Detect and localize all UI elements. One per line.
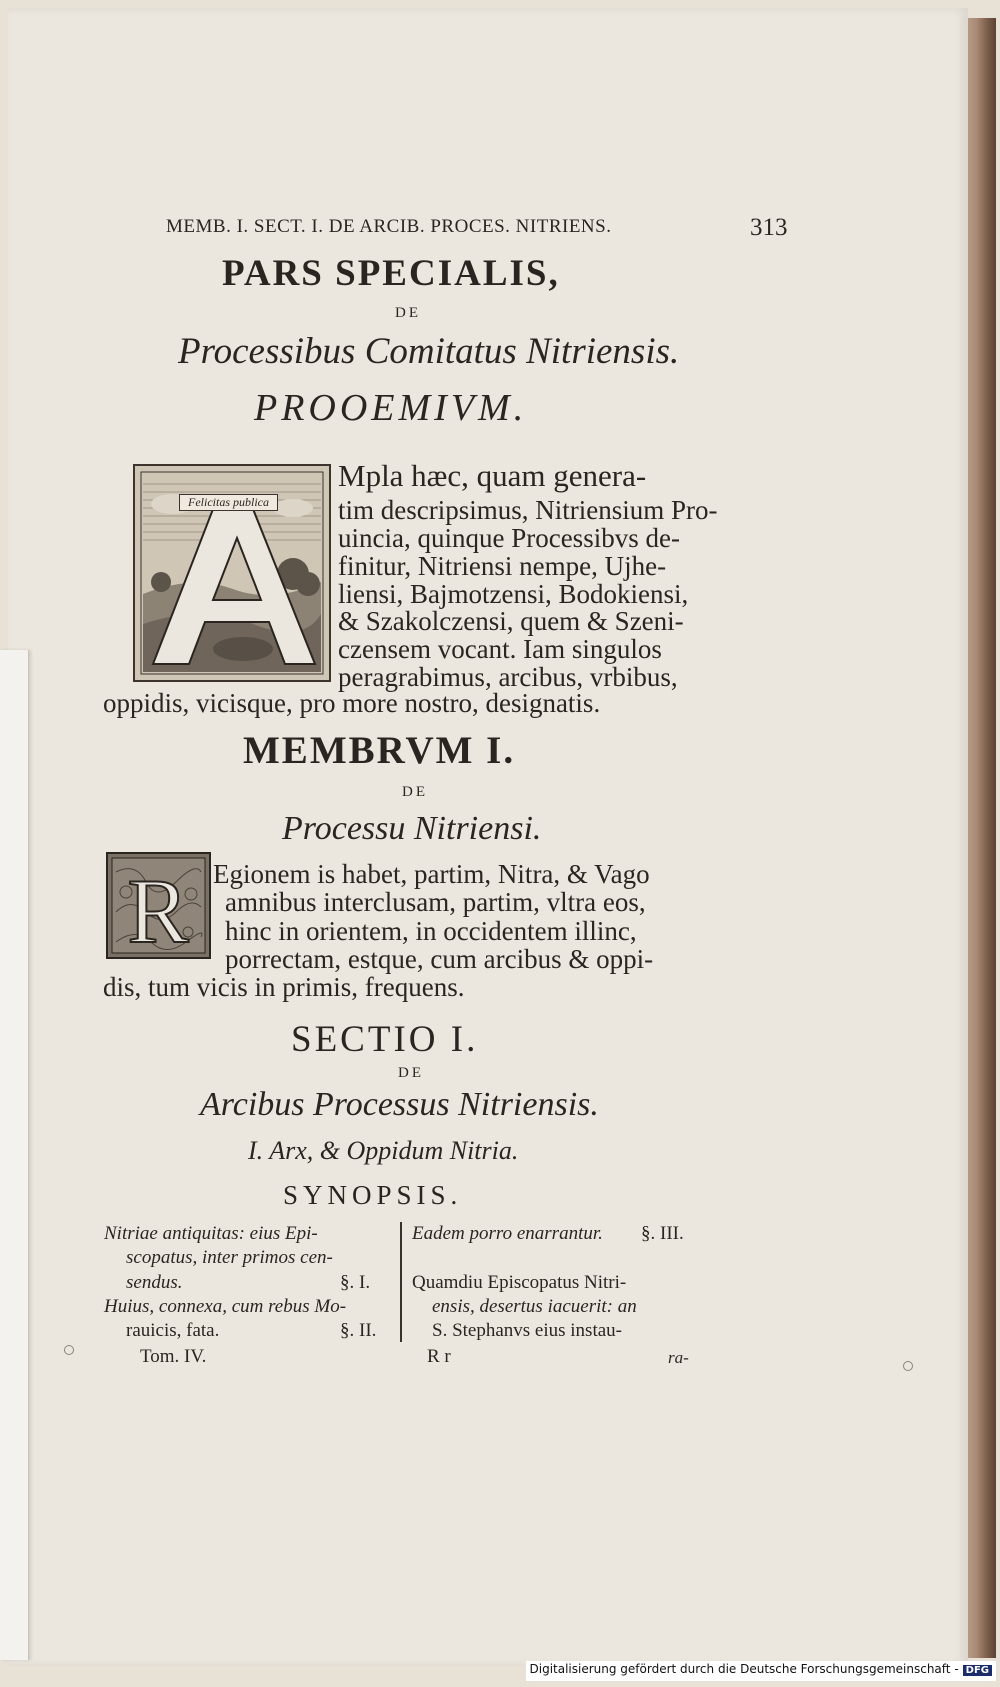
prooemium-line-4: finitur, Nitriensi nempe, Ujhe-	[338, 551, 667, 581]
synopsis-left-line-1: Nitriae antiquitas: eius Epi-	[104, 1223, 318, 1244]
synopsis-left-mark-1: §. I.	[340, 1272, 371, 1293]
subtitle-de-2: DE	[402, 784, 428, 800]
binding-hole-left	[64, 1345, 74, 1355]
title-synopsis: SYNOPSIS.	[283, 1180, 463, 1210]
footer-signature: R r	[427, 1346, 451, 1367]
synopsis-right-line-2: Quamdiu Episcopatus Nitri-	[412, 1272, 627, 1293]
synopsis-left-line-5: rauicis, fata.	[126, 1320, 220, 1341]
digitization-credit-text: Digitalisierung gefördert durch die Deutsche Forschungsgemeinschaft -	[529, 1662, 959, 1676]
membrum-line-1: Egionem is habet, partim, Nitra, & Vago	[213, 859, 650, 889]
footer-volume: Tom. IV.	[140, 1346, 207, 1367]
title-arx: I. Arx, & Oppidum Nitria.	[248, 1136, 519, 1165]
synopsis-right-line-4: S. Stephanvs eius instau-	[432, 1320, 622, 1341]
initial-r-illustration	[106, 852, 211, 959]
left-page-tab	[0, 650, 29, 1660]
title-prooemium: PROOEMIVM.	[254, 387, 528, 429]
prooemium-line-2: tim descripsimus, Nitriensium Pro-	[338, 495, 718, 525]
synopsis-right-line-3: ensis, desertus iacuerit: an	[432, 1296, 637, 1317]
title-arcibus: Arcibus Processus Nitriensis.	[200, 1086, 599, 1123]
prooemium-line-6: & Szakolczensi, quem & Szeni-	[338, 606, 684, 636]
title-sectio: SECTIO I.	[291, 1019, 479, 1060]
subtitle-de-1: DE	[395, 305, 421, 321]
prooemium-line-7: czensem vocant. Iam singulos	[338, 634, 662, 664]
title-processibus: Processibus Comitatus Nitriensis.	[178, 331, 680, 372]
initial-r-letter: R	[127, 860, 189, 959]
prooemium-line-8: peragrabimus, arcibus, vrbibus,	[338, 662, 678, 692]
prooemium-line-1: Mpla hæc, quam genera-	[338, 458, 647, 493]
dfg-logo: DFG	[963, 1665, 992, 1676]
footer-catchword: ra-	[668, 1348, 689, 1367]
synopsis-column-rule	[400, 1222, 402, 1342]
synopsis-left-line-4: Huius, connexa, cum rebus Mo-	[104, 1296, 347, 1317]
digitization-credit	[526, 1661, 997, 1681]
subtitle-de-3: DE	[398, 1065, 424, 1081]
synopsis-left-mark-2: §. II.	[340, 1320, 377, 1341]
synopsis-left-line-3: sendus.	[126, 1272, 183, 1293]
membrum-line-2: amnibus interclusam, partim, vltra eos,	[225, 887, 646, 917]
page-edge	[968, 18, 996, 1658]
title-processu: Processu Nitriensi.	[282, 810, 542, 847]
synopsis-left-line-2: scopatus, inter primos cen-	[126, 1247, 333, 1268]
title-membrum: MEMBRVM I.	[243, 729, 516, 772]
synopsis-right-mark-1: §. III.	[641, 1223, 684, 1244]
membrum-line-3: hinc in orientem, in occidentem illinc,	[225, 916, 637, 946]
prooemium-line-3: uincia, quinque Processibvs de-	[338, 523, 680, 553]
title-pars-specialis: PARS SPECIALIS,	[222, 253, 560, 294]
synopsis-right-line-1: Eadem porro enarrantur.	[412, 1223, 603, 1244]
running-head: MEMB. I. SECT. I. DE ARCIB. PROCES. NITRIENS.	[166, 216, 612, 237]
membrum-line-4: porrectam, estque, cum arcibus & oppi-	[225, 944, 654, 974]
decorated-initial-r	[106, 852, 211, 959]
binding-hole-right	[903, 1361, 913, 1371]
prooemium-line-5: liensi, Bajmotzensi, Bodokiensi,	[338, 579, 689, 609]
page-number: 313	[750, 214, 788, 241]
prooemium-line-9: oppidis, vicisque, pro more nostro, designatis.	[103, 688, 601, 718]
decorated-initial-a	[133, 464, 331, 682]
initial-a-banner: Felicitas publica	[179, 494, 278, 511]
membrum-line-5: dis, tum vicis in primis, frequens.	[103, 972, 465, 1002]
